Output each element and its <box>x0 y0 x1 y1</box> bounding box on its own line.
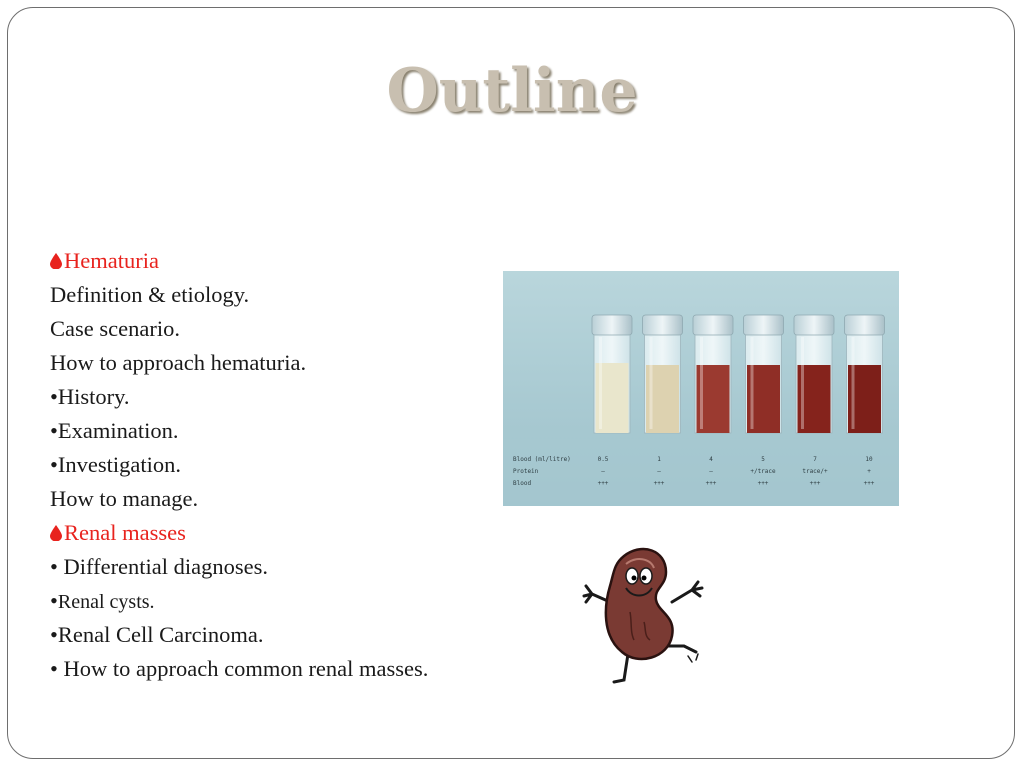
photo-table-cell: +++ <box>809 480 821 487</box>
list-item: How to approach hematuria. <box>50 350 307 375</box>
cartoon-kidney-icon <box>580 542 720 690</box>
outline-list <box>50 244 520 686</box>
right-leg <box>664 646 696 652</box>
photo-table-row-label: Protein <box>513 468 539 475</box>
photo-table-cell: +++ <box>653 480 665 487</box>
right-arm <box>672 582 702 602</box>
photo-table-cell: + <box>867 468 871 475</box>
heading-text: Renal masses <box>64 520 186 545</box>
photo-table-cell: 4 <box>709 456 713 463</box>
photo-table-cell: +++ <box>705 480 717 487</box>
photo-table-cell: 5 <box>761 456 765 463</box>
sample-tube <box>845 315 885 433</box>
photo-table-cell: – <box>657 468 661 475</box>
list-item: Definition & etiology. <box>50 282 250 307</box>
photo-table-cell: – <box>601 468 605 475</box>
motion-lines <box>688 654 698 662</box>
photo-table-cell: 1 <box>657 456 661 463</box>
list-item: How to manage. <box>50 486 199 511</box>
sample-tube <box>643 315 683 433</box>
photo-table-cell: +++ <box>863 480 875 487</box>
photo-table-cell: 0.5 <box>597 456 609 463</box>
photo-table-cell: 7 <box>813 456 817 463</box>
sample-tube <box>744 315 784 433</box>
list-item: Case scenario. <box>50 316 180 341</box>
photo-table-cell: +++ <box>597 480 609 487</box>
kidney-body <box>606 549 673 659</box>
list-item: • Differential diagnoses. <box>50 554 269 579</box>
list-item: •Examination. <box>50 418 179 443</box>
sample-tube <box>592 315 632 433</box>
photo-table-row-label: Blood <box>513 480 532 487</box>
photo-table-row-label: Blood (ml/litre) <box>513 456 571 463</box>
sample-tube <box>693 315 733 433</box>
sample-tube <box>794 315 834 433</box>
heading-text: Hematuria <box>64 248 159 273</box>
list-item: •History. <box>50 384 130 409</box>
list-item-text: Renal cysts. <box>57 591 155 613</box>
right-pupil <box>642 576 647 581</box>
list-item: •Investigation. <box>50 452 181 477</box>
left-leg <box>614 654 628 682</box>
section-heading-renal-masses <box>50 516 520 550</box>
photo-floor <box>503 439 899 506</box>
left-eye <box>626 568 638 584</box>
blood-drop-icon <box>50 525 62 541</box>
left-pupil <box>632 576 637 581</box>
photo-table-cell: 10 <box>865 456 873 463</box>
section-heading-hematuria <box>50 244 520 278</box>
urine-samples-photo <box>503 271 899 506</box>
blood-drop-icon <box>50 253 62 269</box>
photo-table-cell: +/trace <box>750 468 776 475</box>
list-item: • How to approach common renal masses. <box>50 656 429 681</box>
bullet: • <box>50 588 58 613</box>
right-eye <box>640 568 652 584</box>
photo-table-cell: – <box>709 468 713 475</box>
photo-table-cell: +++ <box>757 480 769 487</box>
photo-table-cell: trace/+ <box>802 468 828 475</box>
list-item <box>50 584 520 618</box>
slide-title: Outline <box>386 56 638 126</box>
list-item: •Renal Cell Carcinoma. <box>50 622 264 647</box>
